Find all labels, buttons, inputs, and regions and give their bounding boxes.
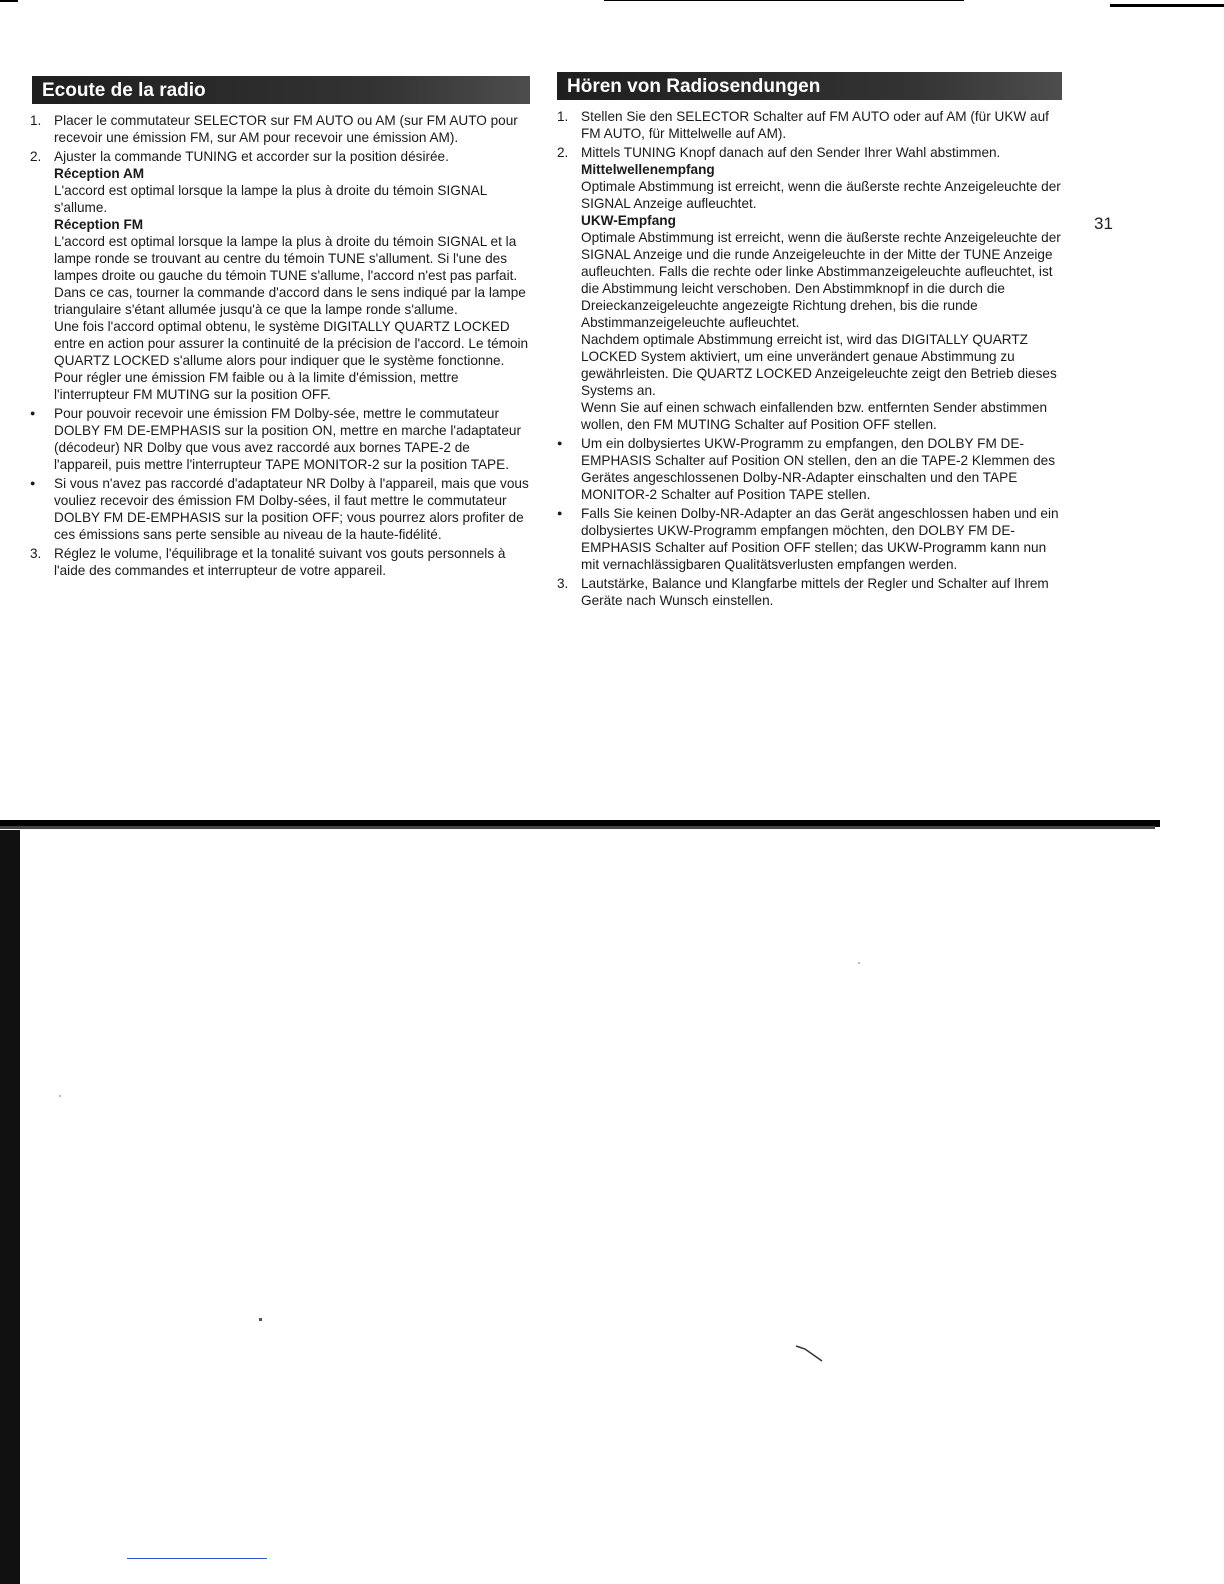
scan-speck [59,1095,61,1097]
ukw-reception-text-2: Nachdem optimale Abstimmung erreicht ist, wird das DIGITALLY QUARTZ LOCKED System aktiviert, um eine unverändert genaue Abstimmung zu gewährleisten. Die QUARTZ LOCKED Anzeigeleuchte zeigt den Betrieb dieses Systems an. [581,332,1057,398]
step-text: Stellen Sie den SELECTOR Schalter auf FM AUTO oder auf AM (für UKW auf FM AUTO, für Mittelwelle auf AM). [581,109,1049,141]
french-bullet-2 [30,475,530,543]
bullet-text: ● Si vous n'avez pas raccordé d'adaptateur NR Dolby à l'appareil, mais que vous vouliez recevoir des émission FM Dolby-sées, il faut mettre le commutateur DOLBY FM DE-EMPHASIS sur la position OFF; vous pourrez alors profiter de ces émissions sans perte sensible au niveau de la haute-fidélité. [54,475,529,542]
french-section-title: Ecoute de la radio [32,76,530,104]
step-text: Réglez le volume, l'équilibrage et la tonalité suivant vos gouts personnels à l'aide des commandes et interrupteur de votre appareil. [54,545,506,578]
ukw-reception-text-3: Wenn Sie auf einen schwach einfallenden bzw. entfernten Sender abstimmen wollen, den FM MUTING Schalter auf Position OFF stellen. [581,400,1048,432]
german-bullet-1 [557,435,1062,503]
step-text: Mittels TUNING Knopf danach auf den Sender Ihrer Wahl abstimmen. [581,145,1001,160]
french-column [30,60,530,581]
step-number: 3. [30,545,42,561]
fm-reception-text-1: L'accord est optimal lorsque la lampe la plus à droite du témoin SIGNAL et la lampe ronde se trouvant au centre du témoin TUNE s'allument. Si l'une des lampes droite ou gauche du témoin TUNE s'allume, l'accord n'est pas parfait. Dans ce cas, tourner la commande d'accord dans le sens indiqué par la lampe triangulaire s'étant allumée jusqu'à ce que la lampe ronde s'allume. [54,233,526,317]
am-reception-text: L'accord est optimal lorsque la lampe la plus à droite du témoin SIGNAL s'allume. [54,182,487,215]
fm-reception-text-3: Pour régler une émission FM faible ou à la limite d'émission, mettre l'interrupteur FM MUTING sur la position OFF. [54,369,459,402]
scan-bottom-line [127,1558,267,1559]
french-instructions [30,112,530,579]
step-text: Ajuster la commande TUNING et accorder sur la position désirée. [54,148,449,164]
german-column [557,60,1062,611]
step-text: Placer le commutateur SELECTOR sur FM AUTO ou AM (sur FM AUTO pour recevoir une émission FM, sur AM pour recevoir une émission AM). [54,112,518,145]
step-text: Lautstärke, Balance und Klangfarbe mittels der Regler und Schalter auf Ihrem Geräte nach Wunsch einstellen. [581,576,1049,608]
bullet-text: ● Pour pouvoir recevoir une émission FM Dolby-sée, mettre le commutateur DOLBY FM DE-EMPHASIS sur la position ON, mettre en marche l'adaptateur (décodeur) NR Dolby que vous avez raccordé aux bornes TAPE-2 de l'appareil, puis mettre l'interrupteur TAPE MONITOR-2 sur la position TAPE. [54,405,521,472]
scan-edge-top-right [1110,4,1224,7]
bullet-text: ● Falls Sie keinen Dolby-NR-Adapter an das Gerät angeschlossen haben und ein dolbysiertes UKW-Programm empfangen möchten, den DOLBY FM DE-EMPHASIS Schalter auf Position OFF stellen; das UKW-Programm kann nun mit vernachlässigbaren Qualitätsverlusten empfangen werden. [581,506,1059,572]
ukw-reception-heading: UKW-Empfang [581,213,676,228]
step-number: 3. [557,576,569,591]
scan-speck [858,962,860,964]
am-reception-heading: Réception AM [54,165,145,181]
german-bullet-2 [557,505,1062,573]
fm-reception-heading: Réception FM [54,216,144,232]
scan-stroke-mark [795,1344,825,1364]
german-step-1 [557,108,1062,142]
scan-speck [259,1318,262,1321]
scan-edge-top-left [0,0,18,2]
mw-reception-heading: Mittelwellenempfang [581,162,715,177]
step-number: 2. [30,148,42,164]
german-step-2 [557,144,1062,433]
french-step-3 [30,545,530,579]
scan-edge-top-center [604,0,964,1]
french-step-2 [30,148,530,403]
fm-reception-text-2: Une fois l'accord optimal obtenu, le système DIGITALLY QUARTZ LOCKED entre en action pour assurer la continuité de la précision de l'accord. Le témoin QUARTZ LOCKED s'allume alors pour indiquer que le système fonctionne. [54,318,529,368]
german-step-3 [557,575,1062,609]
bullet-text: ● Um ein dolbysiertes UKW-Programm zu empfangen, den DOLBY FM DE-EMPHASIS Schalter auf Position ON stellen, den an die TAPE-2 Klemmen des Gerätes angeschlossenen Dolby-NR-Adapter einschalten und den TAPE MONITOR-2 Schalter auf Position TAPE stellen. [581,436,1055,502]
page-number: 31 [1094,214,1113,233]
german-section-title: Hören von Radiosendungen [557,72,1062,100]
step-number: 1. [30,112,42,128]
german-instructions [557,108,1062,609]
step-number: 1. [557,109,569,124]
ukw-reception-text-1: Optimale Abstimmung ist erreicht, wenn die äußerste rechte Anzeigeleuchte der SIGNAL Anzeige und die runde Anzeigeleuchte in der Mitte der TUNE Anzeige aufleuchten. Falls die rechte oder linke Abstimmanzeigeleuchte aufleuchtet, ist die Abstimmung leicht verschoben. Den Abstimmknopf in die durch die Dreieckanzeigeleuchte angezeigte Richtung drehen, bis die runde Abstimmanzeigeleuchte aufleuchtet. [581,230,1061,330]
french-bullet-1 [30,405,530,473]
mw-reception-text: Optimale Abstimmung ist erreicht, wenn die äußerste rechte Anzeigeleuchte der SIGNAL Anzeige aufleuchtet. [581,179,1061,211]
french-step-1 [30,112,530,146]
scan-left-margin-shadow [0,830,20,1584]
scan-fold-rule-shadow [0,826,1155,829]
step-number: 2. [557,145,569,160]
